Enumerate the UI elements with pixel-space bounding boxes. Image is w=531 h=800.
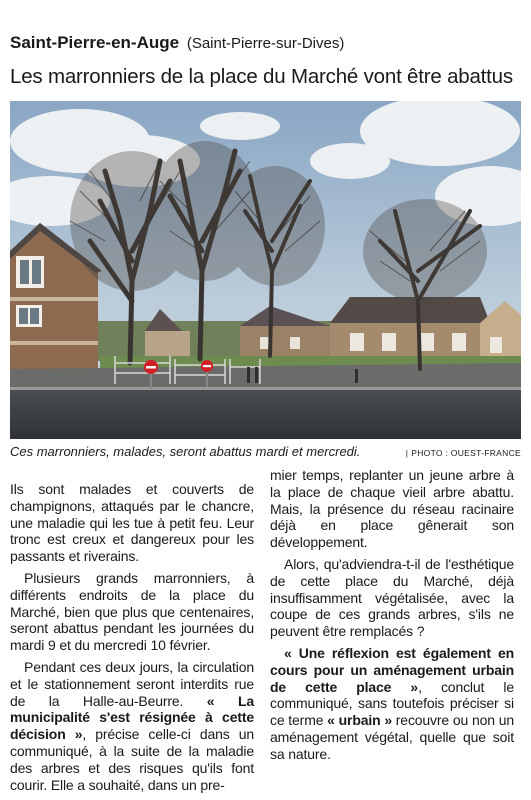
photo-credit bbox=[406, 447, 521, 459]
paragraph-text: Pendant ces deux jours, la circulation et le stationnement seront interdits rue de la Halle-au-Beurre. bbox=[10, 658, 254, 709]
paragraph: mier temps, replanter un jeune arbre à la place de chaque vieil arbre abattu. Mais, la présence du réseau racinaire déjà en place gênerait son développement. bbox=[270, 467, 514, 551]
paragraph: Plusieurs grands marronniers, à différents endroits de la place du Marché, bien que plus que centenaires, seront abattus pendant les journées du mardi 9 et du mercredi 10 février. bbox=[10, 569, 254, 654]
paragraph: Alors, qu'adviendra-t-il de l'esthétique de cette place du Marché, déjà insuffisamment végétalisée, avec la coupe de ces grands arbres, s'ils ne peuvent être remplacés ? bbox=[270, 555, 514, 640]
paragraph bbox=[10, 659, 254, 793]
subtown-name: (Saint-Pierre-sur-Dives) bbox=[186, 35, 345, 52]
paragraph: Ils sont malades et couverts de champignons, attaqués par le chancre, une maladie qui les tue à petit feu. Leur tronc est creux et dangereux pour les passants et riverains. bbox=[10, 481, 254, 565]
paragraph-text: recouvre ou non un aménagement végétal, quelle que soit sa nature. bbox=[270, 712, 514, 762]
locality-line bbox=[10, 33, 344, 54]
town-name: Saint-Pierre-en-Auge bbox=[10, 33, 180, 52]
article-photo bbox=[10, 101, 521, 439]
headline: Les marronniers de la place du Marché vont être abattus bbox=[10, 65, 513, 88]
quote-bold: « urbain » bbox=[327, 712, 392, 729]
article-column-left bbox=[10, 481, 254, 798]
credit-text: PHOTO : OUEST-FRANCE bbox=[411, 448, 521, 458]
paragraph bbox=[270, 645, 514, 763]
quote-bold: « Une réflexion est également en cours pour un aménagement urbain de cette place » bbox=[270, 644, 514, 695]
paragraph-text: , conclut le communiqué, sans toutefois préciser si ce terme bbox=[270, 678, 514, 729]
paragraph-text: , précise celle-ci dans un communiqué, à la suite de la maladie des arbres et des risques qu'ils font courir. Elle a souhaité, dans un pre- bbox=[10, 726, 254, 793]
article-column-right bbox=[270, 467, 514, 768]
photo-caption: Ces marronniers, malades, seront abattus mardi et mercredi. bbox=[10, 444, 361, 459]
quote-bold: « La municipalité s'est résignée à cette décision » bbox=[10, 692, 254, 743]
credit-separator: | bbox=[405, 448, 409, 458]
